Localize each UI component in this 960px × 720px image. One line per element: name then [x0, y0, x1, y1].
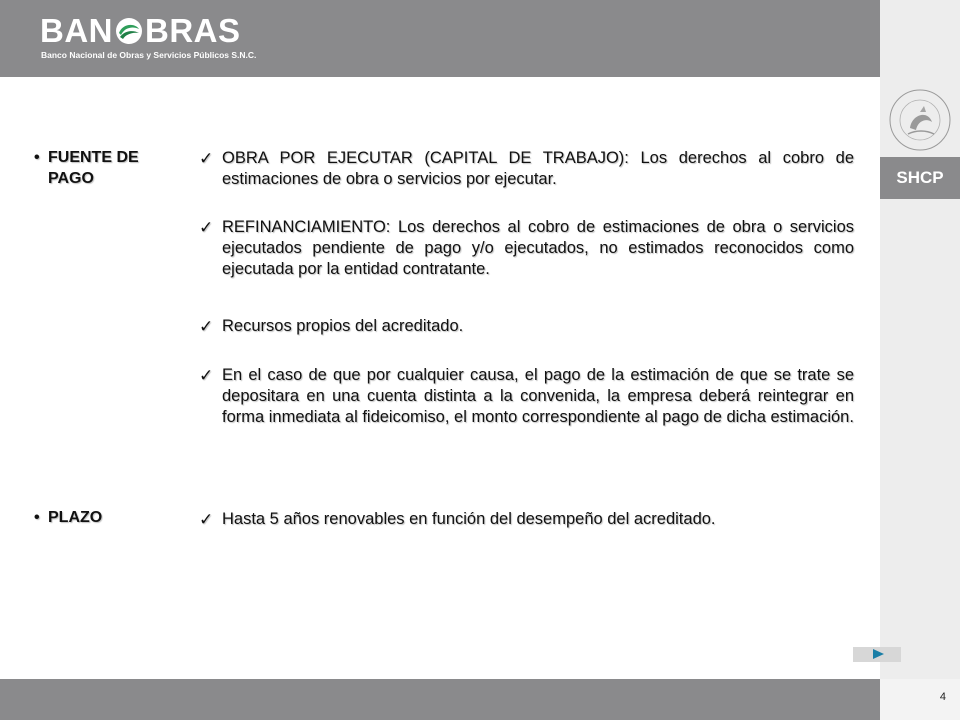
- list-item: [199, 217, 854, 280]
- logo-tagline: Banco Nacional de Obras y Servicios Públicos S.N.C.: [41, 50, 257, 60]
- mexico-seal-icon: [880, 84, 960, 156]
- play-arrow-icon: [873, 649, 884, 659]
- logo-text-left: BAN: [40, 12, 113, 49]
- list-item-text: REFINANCIAMIENTO: Los derechos al cobro de estimaciones de obra o servicios ejecutados pendiente de pago y/o ejecutados, no estimados reconocidos como ejecutada por la entidad contratante.: [222, 218, 854, 278]
- shcp-label: SHCP: [896, 168, 944, 187]
- logo-swirl-icon: [115, 17, 143, 45]
- list-item-text: Recursos propios del acreditado.: [222, 317, 464, 335]
- checkmark-icon: ✓: [199, 149, 214, 168]
- checkmark-icon: ✓: [199, 317, 214, 336]
- next-slide-button[interactable]: [853, 647, 901, 662]
- list-item-text: OBRA POR EJECUTAR (CAPITAL DE TRABAJO): Los derechos al cobro de estimaciones de obra o servicios por ejecutar.: [222, 149, 854, 188]
- list-item-text: Hasta 5 años renovables en función del desempeño del acreditado.: [222, 510, 716, 528]
- shcp-band: [880, 157, 960, 199]
- page-number: 4: [939, 691, 946, 703]
- banobras-logo: [40, 12, 260, 64]
- list-item: [199, 316, 854, 337]
- section-label-fuente-de-pago: [34, 147, 168, 189]
- list-item-text: En el caso de que por cualquier causa, el pago de la estimación de que se trate se depositara en una cuenta distinta a la convenida, la empresa deberá reintegrar en forma inmediata al fideicomiso, el monto correspondiente al pago de dicha estimación.: [222, 366, 854, 426]
- list-item: [199, 509, 854, 530]
- bullet-icon: •: [34, 509, 40, 526]
- section-label-text: FUENTE DE PAGO: [48, 149, 139, 187]
- logo-text-right: BRAS: [145, 12, 241, 49]
- checkmark-icon: ✓: [199, 218, 214, 237]
- bullet-icon: •: [34, 149, 40, 166]
- checkmark-icon: ✓: [199, 510, 214, 529]
- page-number-box: [880, 679, 960, 720]
- list-item: [199, 365, 854, 428]
- section-label-plazo: [34, 507, 168, 528]
- checkmark-icon: ✓: [199, 366, 214, 385]
- section-label-text: PLAZO: [48, 509, 103, 526]
- footer-band: [0, 679, 880, 720]
- list-item: [199, 148, 854, 190]
